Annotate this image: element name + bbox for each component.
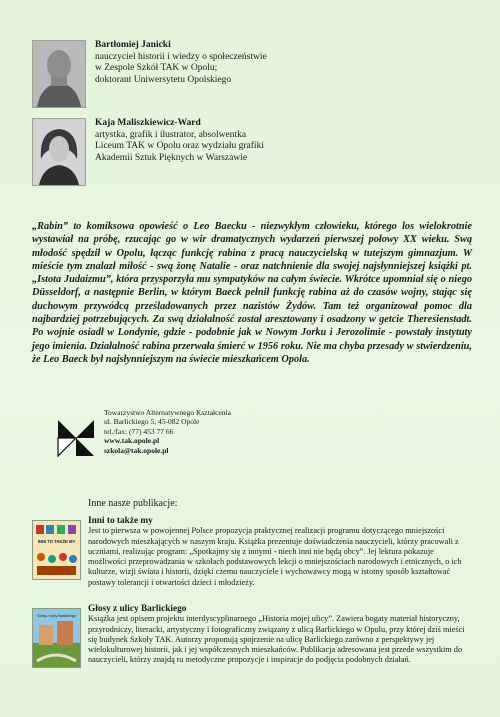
publication-description bbox=[88, 516, 472, 588]
publisher-phone: tel./fax: (77) 453 77 66 bbox=[104, 426, 174, 436]
publisher-website[interactable]: www.tak.opole.pl bbox=[104, 436, 160, 446]
author-desc-line: Akademii Sztuk Pięknych w Warszawie bbox=[95, 152, 248, 163]
publisher-email[interactable]: szkola@tak.opole.pl bbox=[104, 445, 169, 455]
publication-cover bbox=[32, 520, 81, 580]
cover-title: Głosy z ulicy Barlickiego bbox=[37, 614, 76, 618]
author-card bbox=[32, 40, 472, 110]
author-desc-line: doktorant Uniwersytetu Opolskiego bbox=[95, 74, 232, 85]
author-desc-line: artystka, grafik i ilustrator, absolwentka bbox=[95, 129, 247, 140]
other-publications-heading: Inne nasze publikacje: bbox=[88, 498, 178, 509]
publication-text: Książka jest opisem projektu interdyscyplinarnego „Historia mojej ulicy”. Zawiera bogaty materiał historyczny, przyrodniczy, literacki, artystyczny i fotograficzny związany z ulicą Barlickiego w Opolu, przy której dziś mieści się budynek Szkoły TAK. Autorzy proponują spojrzenie na ulicę Barlickiego zarówno z perspektywy jej wielokulturowej historii, jak i jej współczesnych mieszkańców. Publikacja adresowana jest przede wszystkim do nauczycieli, którzy znajdą tu metodyczne propozycje i inspiracje do podjęcia podobnych działań. bbox=[88, 614, 465, 665]
cover-title: INNI TO TAKŻE MY bbox=[37, 539, 76, 544]
publisher-address: ul. Barlickiego 5, 45-082 Opole bbox=[104, 417, 200, 427]
author-text bbox=[95, 40, 465, 86]
publication-description bbox=[88, 604, 472, 666]
publication-title: Głosy z ulicy Barlickiego bbox=[88, 604, 187, 614]
author-photo bbox=[32, 118, 86, 186]
publisher-name: Towarzystwo Alternatywnego Kształcenia bbox=[104, 408, 231, 417]
author-name: Kaja Maliszkiewicz-Ward bbox=[95, 118, 201, 128]
author-desc-line: w Zespole Szkół TAK w Opolu; bbox=[95, 63, 218, 73]
author-card bbox=[32, 118, 472, 188]
tak-logo-icon bbox=[56, 418, 96, 458]
publication-title: Inni to także my bbox=[88, 516, 153, 526]
publisher-info bbox=[56, 408, 436, 480]
book-blurb: „Rabin” to komiksowa opowieść o Leo Baecku - niezwykłym człowieku, którego los wielokrotnie wystawiał na próbę, rzucając go w wir dramatycznych wydarzeń pierwszej połowy XX wieku. Swą młodość spędził w Opolu, łącząc funkcję rabina z pracą nauczycielską w tutejszym gimnazjum. W mieście tym znalazł miłość - swą żonę Natalie - oraz natchnienie dla swojej najsłynniejszej książki pt. „Istota Judaizmu”, która przysporzyła mu sympatyków na całym świecie. Wkrótce upomniał się o niego Düsseldorf, a następnie Berlin, w którym Baeck pełnił funkcję rabina aż do czasów wojny, stając się duchowym przywódcą prześladowanych przez nazistów Żydów. Tam też organizował pomoc dla najbardziej potrzebujących. Za swą działalność został aresztowany i osadzony w getcie Theresienstadt. Po wojnie osiadł w Londynie, gdzie - podobnie jak w Nowym Jorku i Jerozolimie - powstały instytuty jego imienia. Działalność rabina przerwała śmierć w 1956 roku. Nie ma chyba przesady w stwierdzeniu, że Leo Baeck był najsłynniejszym na świecie mieszkańcem Opola. bbox=[32, 221, 472, 365]
author-desc-line: nauczyciel historii i wiedzy o społeczeństwie bbox=[95, 51, 267, 62]
author-text bbox=[95, 118, 465, 164]
author-desc-line: Liceum TAK w Opolu oraz wydziału grafiki bbox=[95, 141, 264, 151]
publication-text: Jest to pierwsza w powojennej Polsce propozycja praktycznej realizacji programu dotyczącego mniejszości narodowych mieszkających w naszym kraju. Książka prezentuje doświadczenia nauczycieli, którzy pracowali z uczniami, realizując program: „Spotkajmy się z innymi - niech inni nie będą obcy”. Jej lektura pokazuje możliwości przeprowadzania w szkołach podstawowych lekcji o mniejszościach narodowych i etnicznych, o ich kulturze, wizji świata i historii, dzięki czemu nauczyciele i wychowawcy mogą w istotny sposób kształtować postawy tolerancji i otwartości dzieci i młodzieży. bbox=[88, 526, 462, 587]
publication-cover bbox=[32, 608, 81, 668]
publisher-contact bbox=[104, 408, 231, 455]
author-photo bbox=[32, 40, 86, 108]
author-name: Bartłomiej Janicki bbox=[95, 40, 171, 50]
